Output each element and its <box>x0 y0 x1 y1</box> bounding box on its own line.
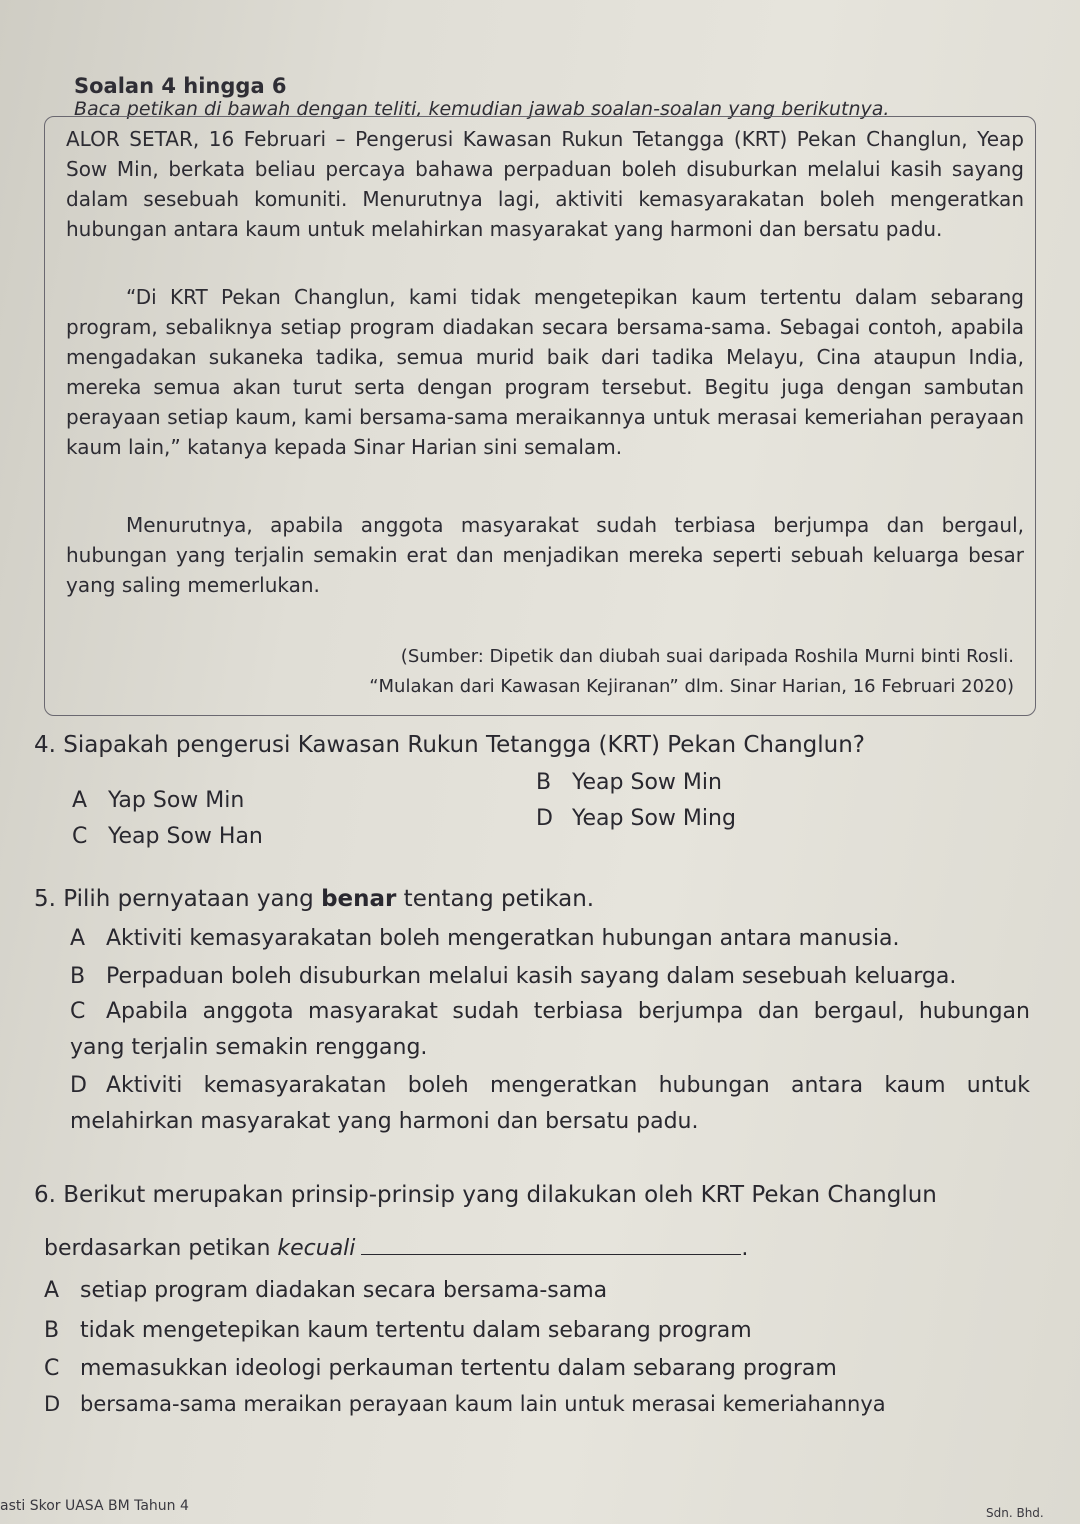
question-6-option-a[interactable] <box>44 1278 607 1303</box>
option-letter: C <box>44 1356 60 1381</box>
question-5-stem-suffix: tentang petikan. <box>396 886 595 912</box>
question-6-stem-end: . <box>741 1236 749 1261</box>
question-5-option-a[interactable] <box>70 926 900 951</box>
source-citation-line-2: “Mulakan dari Kawasan Kejiranan” dlm. Sinar Harian, 16 Februari 2020) <box>369 676 1014 697</box>
question-5-option-d[interactable] <box>70 1068 1030 1140</box>
option-text: tidak mengetepikan kaum tertentu dalam sebarang program <box>80 1318 752 1343</box>
option-text: Yeap Sow Han <box>108 824 263 849</box>
question-5-stem-bold: benar <box>321 886 397 912</box>
question-4-option-a[interactable] <box>72 788 244 813</box>
question-6-option-c[interactable] <box>44 1356 837 1381</box>
question-6-stem-italic: kecuali <box>277 1236 356 1261</box>
option-text: Yap Sow Min <box>108 788 245 813</box>
option-letter: D <box>44 1392 61 1416</box>
option-letter: A <box>70 926 86 951</box>
question-4-stem: 4. Siapakah pengerusi Kawasan Rukun Tetangga (KRT) Pekan Changlun? <box>34 732 866 758</box>
question-5-option-c[interactable] <box>70 994 1030 1066</box>
passage-paragraph-2: “Di KRT Pekan Changlun, kami tidak mengetepikan kaum tertentu dalam sebarang program, sebaliknya setiap program diadakan secara bersama-sama. Sebagai contoh, apabila mengadakan sukaneka tadika, semua murid baik dari tadika Melayu, Cina ataupun India, mereka semua akan turut serta dengan program tersebut. Begitu juga dengan sambutan perayaan setiap kaum, kami bersama-sama meraikannya untuk merasai kemeriahan perayaan kaum lain,” katanya kepada Sinar Harian sini semalam. <box>66 285 1024 459</box>
option-text: setiap program diadakan secara bersama-sama <box>80 1278 608 1303</box>
source-citation-line-1: (Sumber: Dipetik dan diubah suai daripada Roshila Murni binti Rosli. <box>400 646 1014 667</box>
question-6-option-d[interactable] <box>44 1392 886 1416</box>
passage-paragraph-1: ALOR SETAR, 16 Februari – Pengerusi Kawasan Rukun Tetangga (KRT) Pekan Changlun, Yeap Sow Min, berkata beliau percaya bahawa perpaduan boleh disuburkan melalui kasih sayang dalam sesebuah komuniti. Menurutnya lagi, aktiviti kemasyarakatan boleh mengeratkan hubungan antara kaum untuk melahirkan masyarakat yang harmoni dan bersatu padu. <box>66 127 1024 241</box>
option-letter: D <box>536 806 553 831</box>
option-letter: C <box>72 824 88 849</box>
option-letter: B <box>44 1318 60 1343</box>
option-text: Yeap Sow Min <box>572 770 722 795</box>
section-heading: Soalan 4 hingga 6 <box>74 74 287 98</box>
option-letter: B <box>536 770 552 795</box>
option-letter: B <box>70 964 86 989</box>
question-5-stem-prefix: 5. Pilih pernyataan yang <box>34 886 322 912</box>
instruction-text: Baca petikan di bawah dengan teliti, kemudian jawab soalan-soalan yang berikutnya. <box>74 98 890 120</box>
option-letter: A <box>44 1278 60 1303</box>
option-text: Aktiviti kemasyarakatan boleh mengeratkan hubungan antara kaum untuk melahirkan masyarakat yang harmoni dan bersatu padu. <box>70 1073 1030 1134</box>
option-letter: C <box>70 999 86 1024</box>
question-4-option-d[interactable] <box>536 806 736 831</box>
option-text: Apabila anggota masyarakat sudah terbiasa berjumpa dan bergaul, hubungan yang terjalin semakin renggang. <box>70 999 1030 1060</box>
option-text: memasukkan ideologi perkauman tertentu dalam sebarang program <box>80 1356 837 1381</box>
question-4-option-b[interactable] <box>536 770 722 795</box>
footer-book-title: asti Skor UASA BM Tahun 4 <box>0 1498 189 1514</box>
option-text: bersama-sama meraikan perayaan kaum lain untuk merasai kemeriahannya <box>80 1392 886 1416</box>
question-4-option-c[interactable] <box>72 824 263 849</box>
question-6-stem-line-1: 6. Berikut merupakan prinsip-prinsip yang dilakukan oleh KRT Pekan Changlun <box>34 1182 937 1208</box>
answer-blank[interactable] <box>361 1236 741 1255</box>
question-6-stem-prefix: berdasarkan petikan <box>44 1236 278 1261</box>
question-5-option-b[interactable] <box>70 964 956 989</box>
option-letter: D <box>70 1073 87 1098</box>
option-text: Perpaduan boleh disuburkan melalui kasih sayang dalam sesebuah keluarga. <box>106 964 957 989</box>
option-text: Yeap Sow Ming <box>572 806 736 831</box>
option-text: Aktiviti kemasyarakatan boleh mengeratkan hubungan antara manusia. <box>106 926 900 951</box>
question-6-stem-line-2 <box>44 1236 748 1261</box>
passage-paragraph-3: Menurutnya, apabila anggota masyarakat sudah terbiasa berjumpa dan bergaul, hubungan yang terjalin semakin erat dan menjadikan mereka seperti sebuah keluarga besar yang saling memerlukan. <box>66 513 1024 597</box>
question-5-stem <box>34 886 594 912</box>
question-6-option-b[interactable] <box>44 1318 752 1343</box>
option-letter: A <box>72 788 88 813</box>
footer-publisher: Sdn. Bhd. <box>986 1506 1044 1520</box>
